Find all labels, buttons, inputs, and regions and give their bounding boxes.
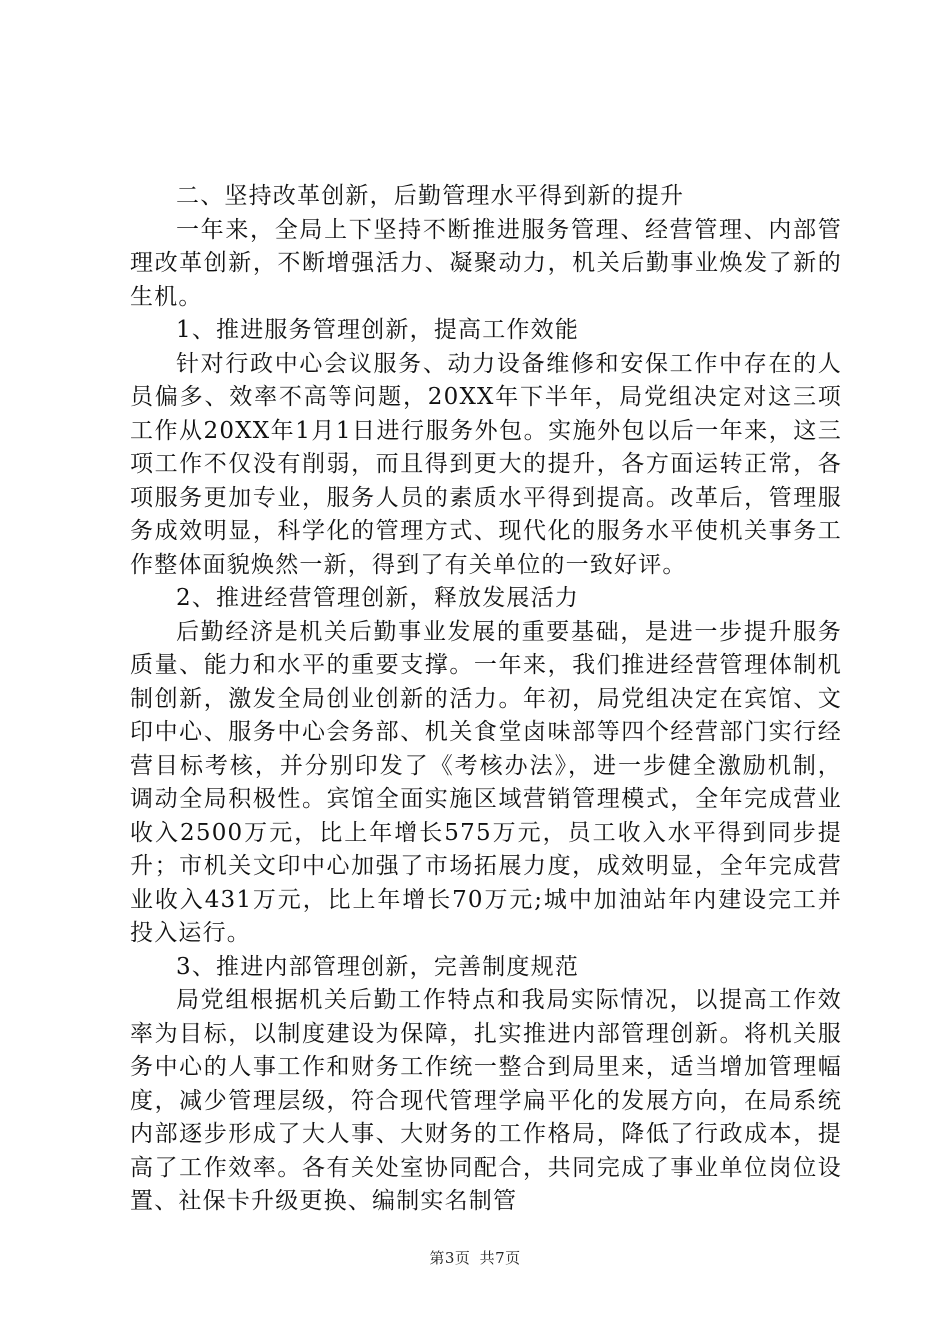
intro-paragraph: 一年来，全局上下坚持不断推进服务管理、经营管理、内部管理改革创新，不断增强活力、凝聚动力，机关后勤事业焕发了新的生机。 bbox=[130, 216, 842, 310]
page-footer bbox=[0, 1247, 950, 1268]
subsection-body-1: 针对行政中心会议服务、动力设备维修和安保工作中存在的人员偏多、效率不高等问题，20XX年下半年，局党组决定对这三项工作从20XX年1月1日进行服务外包。实施外包以后一年来，这三项工作不仅没有削弱，而且得到更大的提升，各方面运转正常，各项服务更加专业，服务人员的素质水平得到提高。改革后，管理服务成效明显，科学化的管理方式、现代化的服务水平使机关事务工作整体面貌焕然一新，得到了有关单位的一致好评。 bbox=[130, 350, 842, 578]
subsection-heading-3: 3、推进内部管理创新，完善制度规范 bbox=[176, 953, 580, 980]
subsection-heading-1: 1、推进服务管理创新，提高工作效能 bbox=[176, 317, 580, 343]
section-heading: 二、坚持改革创新，后勤管理水平得到新的提升 bbox=[176, 183, 685, 209]
subsection-body-3: 局党组根据机关后勤工作特点和我局实际情况，以提高工作效率为目标，以制度建设为保障，扎实推进内部管理创新。将机关服务中心的人事工作和财务工作统一整合到局里来，适当增加管理幅度，减少管理层级，符合现代管理学扁平化的发展方向，在局系统内部逐步形成了大人事、大财务的工作格局，降低了行政成本，提高了工作效率。各有关处室协同配合，共同完成了事业单位岗位设置、社保卡升级更换、编制实名制管 bbox=[130, 987, 842, 1214]
subsection-body-2: 后勤经济是机关后勤事业发展的重要基础，是进一步提升服务质量、能力和水平的重要支撑。一年来，我们推进经营管理体制机制创新，激发全局创业创新的活力。年初，局党组决定在宾馆、文印中心、服务中心会务部、机关食堂卤味部等四个经营部门实行经营目标考核，并分别印发了《考核办法》，进一步健全激励机制，调动全局积极性。宾馆全面实施区域营销管理模式，全年完成营业收入2500万元，比上年增长575万元，员工收入水平得到同步提升；市机关文印中心加强了市场拓展力度，成效明显，全年完成营业收入431万元，比上年增长70万元;城中加油站年内建设完工并投入运行。 bbox=[130, 618, 842, 946]
page-total: 共7页 bbox=[479, 1249, 521, 1267]
page-number: 第3页 bbox=[429, 1249, 471, 1267]
subsection-heading-2: 2、推进经营管理创新，释放发展活力 bbox=[176, 585, 580, 611]
document-body bbox=[130, 180, 842, 1219]
